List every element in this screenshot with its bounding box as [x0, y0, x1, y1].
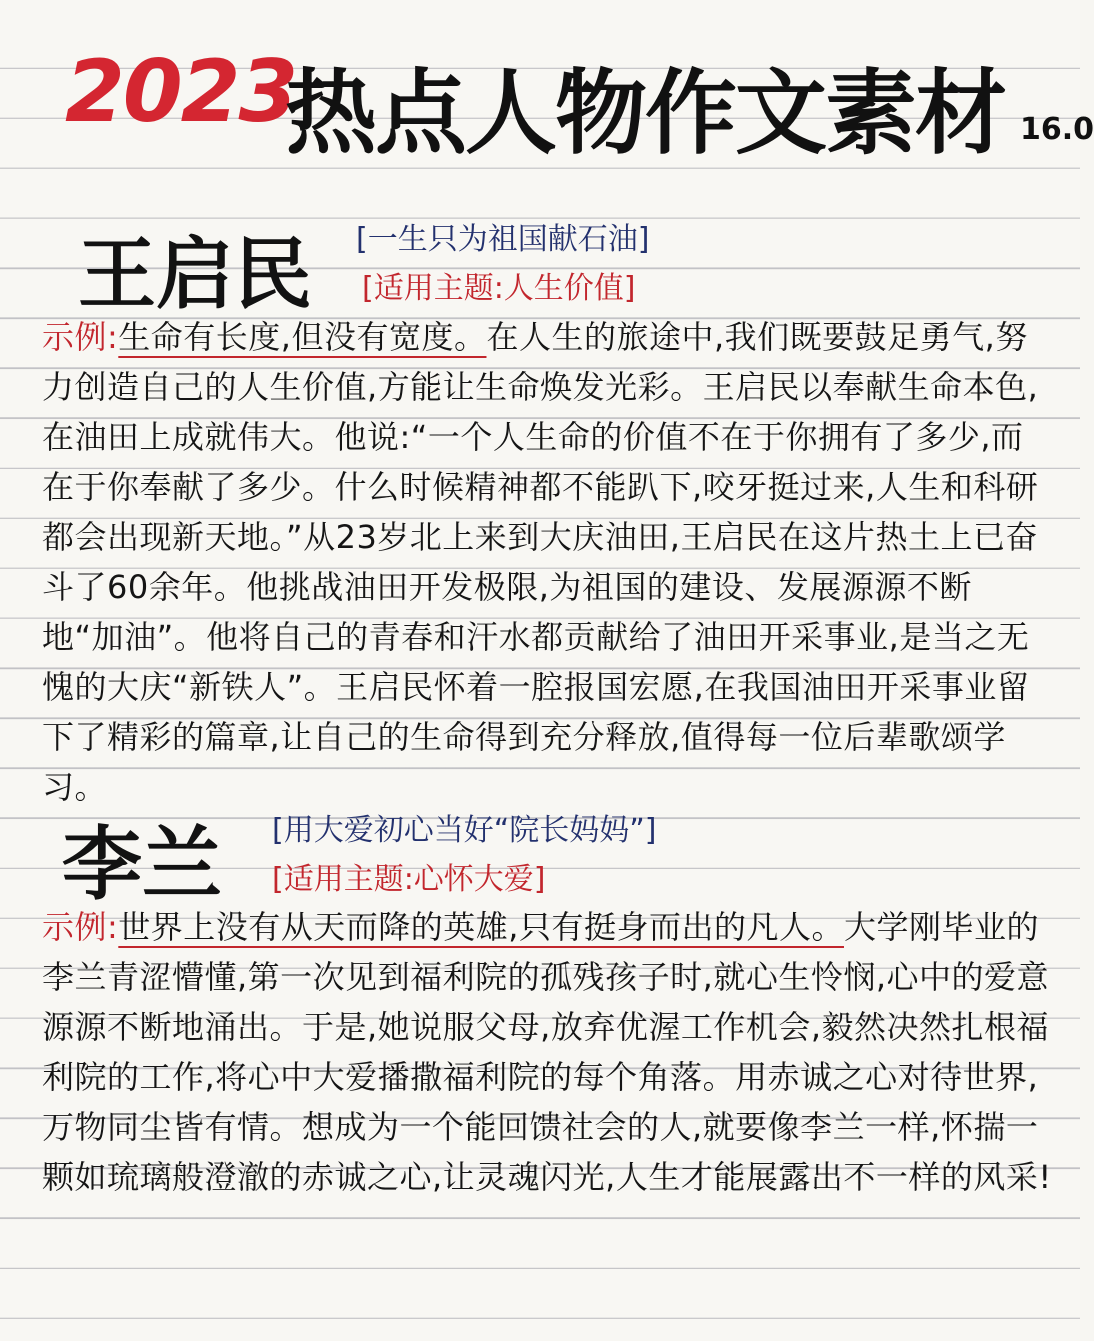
- person-name: 李兰: [62, 817, 222, 911]
- page-title: 热点人物作文素材: [285, 59, 1006, 167]
- example-body: 大学刚毕业的李兰青涩懵懂,第一次见到福利院的孤残孩子时,就心生怜悯,心中的爱意源源不断地涌出。于是,她说服父母,放弃优渥工作机会,毅然决然扎根福利院的工作,将心中大爱播撒福利院的每个角落。用赤诚之心对待世界,万物同尘皆有情。想成为一个能回馈社会的人,就要像李兰一样,怀揣一颗如琉璃般澄澈的赤诚之心,让灵魂闪光,人生才能展露出不一样的风采!: [42, 908, 1052, 1196]
- example-label: 示例:: [42, 318, 119, 356]
- example-paragraph: [42, 312, 1052, 812]
- theme-label: [适用主题:心怀大爱]: [272, 862, 546, 897]
- example-body: 在人生的旅途中,我们既要鼓足勇气,努力创造自己的人生价值,方能让生命焕发光彩。王启民以奉献生命本色,在油田上成就伟大。他说:“一个人生命的价值不在于你拥有了多少,而在于你奉献了多少。什么时候精神都不能趴下,咬牙挺过来,人生和科研都会出现新天地。”从23岁北上来到大庆油田,王启民在这片热土上已奋斗了60余年。他挑战油田开发极限,为祖国的建设、发展源源不断地“加油”。他将自己的青春和汗水都贡献给了油田开采事业,是当之无愧的大庆“新铁人”。王启民怀着一腔报国宏愿,在我国油田开采事业留下了精彩的篇章,让自己的生命得到充分释放,值得每一位后辈歌颂学习。: [42, 318, 1039, 806]
- title-year: 2023: [65, 42, 297, 142]
- person-name: 王启民: [78, 229, 313, 320]
- person-subtitle: [一生只为祖国献石油]: [356, 222, 650, 257]
- person-subtitle: [用大爱初心当好“院长妈妈”]: [272, 813, 657, 848]
- lead-quote: 生命有长度,但没有宽度。: [118, 318, 487, 356]
- lead-quote: 世界上没有从天而降的英雄,只有挺身而出的凡人。: [118, 908, 844, 946]
- example-label: 示例:: [42, 908, 119, 946]
- example-paragraph: [42, 902, 1052, 1202]
- version-label: 16.0: [1020, 112, 1094, 147]
- theme-label: [适用主题:人生价值]: [362, 271, 636, 306]
- page-header: [55, 28, 1094, 167]
